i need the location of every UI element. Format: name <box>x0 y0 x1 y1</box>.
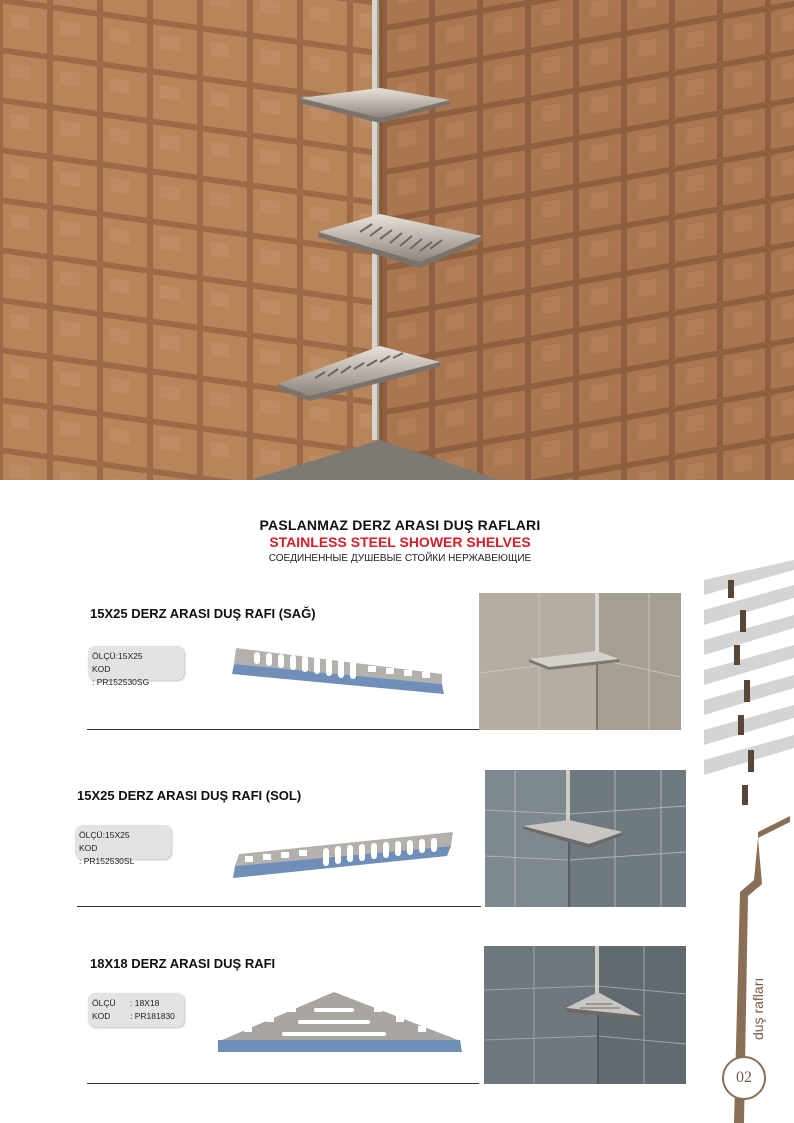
code-value: : PR152530SL <box>79 856 135 866</box>
product-3-divider <box>87 1083 479 1084</box>
decorative-side-band <box>704 540 794 1123</box>
size-label: ÖLÇÜ: <box>92 651 118 661</box>
product-2-spec-badge <box>75 825 171 866</box>
page-number: 02 <box>722 1056 766 1100</box>
product-1-photo <box>479 593 681 730</box>
title-russian: СОЕДИНЕННЫЕ ДУШЕВЫЕ СТОЙКИ НЕРЖАВЕЮЩИЕ <box>268 553 532 564</box>
size-label: ÖLÇÜ: <box>79 830 105 840</box>
product-2-title: 15X25 DERZ ARASI DUŞ RAFI (SOL) <box>77 788 302 803</box>
size-value: 15X25 <box>117 651 143 661</box>
product-3-photo <box>484 946 686 1084</box>
product-1-spec-badge <box>88 646 184 687</box>
hero-shower-photo <box>0 0 794 480</box>
product-1-divider <box>87 729 479 730</box>
code-label: KOD <box>92 1011 111 1021</box>
product-2-photo <box>485 770 686 907</box>
code-label: KOD <box>92 664 111 674</box>
size-label: ÖLÇÜ <box>92 998 116 1008</box>
section-titles <box>200 517 600 564</box>
product-3-spec-badge <box>88 993 184 1027</box>
title-turkish: PASLANMAZ DERZ ARASI DUŞ RAFLARI <box>259 517 541 533</box>
product-2-shelf-image <box>225 826 457 884</box>
category-label: duş rafları <box>750 977 766 1040</box>
code-value: : PR152530SG <box>92 677 150 687</box>
product-3-shelf-image <box>214 988 464 1064</box>
code-value: : PR181830 <box>130 1011 175 1021</box>
size-value: 15X25 <box>104 830 130 840</box>
size-value: : 18X18 <box>130 998 160 1008</box>
code-label: KOD <box>79 843 98 853</box>
product-1-title: 15X25 DERZ ARASI DUŞ RAFI (SAĞ) <box>90 606 316 621</box>
product-3-title: 18X18 DERZ ARASI DUŞ RAFI <box>90 956 276 971</box>
product-2-divider <box>77 906 481 907</box>
title-english: STAINLESS STEEL SHOWER SHELVES <box>269 534 531 550</box>
product-1-shelf-image <box>228 644 450 700</box>
